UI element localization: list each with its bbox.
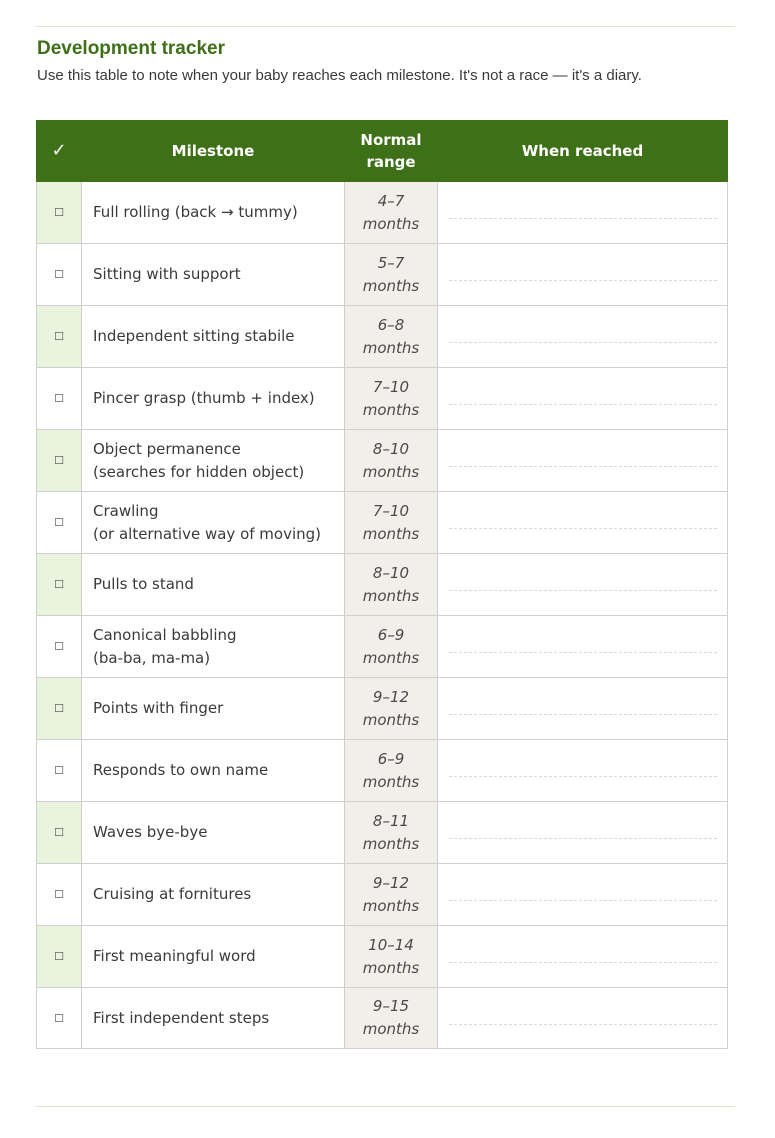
milestone-text: (or alternative way of moving): [93, 524, 322, 543]
when-reached-cell[interactable]: [438, 306, 728, 368]
write-in-line: [449, 280, 717, 281]
table-row: [37, 368, 728, 430]
milestone-text: Responds to own name: [93, 761, 269, 779]
milestone-cell: [82, 492, 345, 554]
milestone-cell: [82, 926, 345, 988]
milestone-checkbox[interactable]: ☐: [37, 182, 82, 244]
range-value: 6–8: [377, 315, 405, 334]
write-in-line: [449, 528, 717, 529]
milestone-table: [36, 120, 728, 1049]
write-in-line: [449, 404, 717, 405]
when-reached-cell[interactable]: [438, 368, 728, 430]
milestone-cell: [82, 244, 345, 306]
intro-text: Use this table to note when your baby reaches each milestone. It's not a race — it's a diary.: [37, 67, 642, 84]
when-reached-cell[interactable]: [438, 182, 728, 244]
write-in-line: [449, 714, 717, 715]
write-in-line: [449, 838, 717, 839]
when-reached-cell[interactable]: [438, 926, 728, 988]
normal-range-cell: [345, 802, 438, 864]
write-in-line: [449, 900, 717, 901]
when-reached-cell[interactable]: [438, 988, 728, 1049]
range-value: 6–9: [377, 625, 405, 644]
milestone-text: (searches for hidden object): [93, 462, 305, 481]
milestone-text: Canonical babbling: [93, 625, 237, 644]
write-in-line: [449, 652, 717, 653]
header-milestone: Milestone: [82, 121, 345, 182]
range-value: 8–10: [372, 439, 410, 458]
milestone-text: First meaningful word: [93, 947, 256, 965]
range-unit: months: [362, 958, 420, 977]
write-in-line: [449, 342, 717, 343]
milestone-cell: [82, 182, 345, 244]
range-value: 9–12: [372, 687, 410, 706]
table-row: [37, 182, 728, 244]
milestone-text: Pincer grasp (thumb + index): [93, 389, 315, 407]
normal-range-cell: [345, 244, 438, 306]
milestone-text: Full rolling (back → tummy): [93, 203, 298, 221]
normal-range-cell: [345, 430, 438, 492]
milestone-text: (ba-ba, ma-ma): [93, 648, 211, 667]
milestone-checkbox[interactable]: ☐: [37, 244, 82, 306]
milestone-checkbox[interactable]: ☐: [37, 988, 82, 1049]
range-unit: months: [362, 1020, 420, 1038]
range-value: 8–11: [372, 811, 410, 830]
milestone-cell: [82, 306, 345, 368]
write-in-line: [449, 1024, 717, 1025]
when-reached-cell[interactable]: [438, 492, 728, 554]
milestone-checkbox[interactable]: ☐: [37, 864, 82, 926]
page-title: Development tracker: [37, 38, 225, 59]
milestone-checkbox[interactable]: ☐: [37, 492, 82, 554]
milestone-text: Waves bye-bye: [93, 823, 208, 841]
table-row: [37, 864, 728, 926]
table-row: [37, 678, 728, 740]
milestone-checkbox[interactable]: ☐: [37, 802, 82, 864]
table-row: [37, 306, 728, 368]
milestone-checkbox[interactable]: ☐: [37, 306, 82, 368]
table-row: [37, 492, 728, 554]
range-unit: months: [362, 710, 420, 729]
top-divider: [35, 26, 735, 27]
milestone-text: Independent sitting stabile: [93, 327, 295, 345]
table-row: [37, 616, 728, 678]
range-unit: months: [362, 586, 420, 605]
milestone-cell: [82, 802, 345, 864]
range-unit: months: [362, 276, 420, 295]
normal-range-cell: [345, 306, 438, 368]
header-when-reached: When reached: [438, 121, 728, 182]
table-row: [37, 244, 728, 306]
write-in-line: [449, 776, 717, 777]
range-unit: months: [362, 338, 420, 357]
table-row: [37, 988, 728, 1049]
table-body: [37, 182, 728, 1049]
milestone-text: Cruising at fornitures: [93, 885, 252, 903]
milestone-text: Points with finger: [93, 699, 224, 717]
milestone-cell: [82, 678, 345, 740]
table-row: [37, 430, 728, 492]
milestone-cell: [82, 616, 345, 678]
range-unit: months: [362, 524, 420, 543]
when-reached-cell[interactable]: [438, 430, 728, 492]
range-value: 7–10: [372, 377, 410, 396]
when-reached-cell[interactable]: [438, 244, 728, 306]
normal-range-cell: [345, 988, 438, 1049]
milestone-text: Pulls to stand: [93, 575, 194, 593]
header-normal-range: Normal range: [345, 121, 438, 182]
range-value: 9–12: [372, 873, 410, 892]
range-value: 9–15: [372, 997, 410, 1015]
milestone-cell: [82, 864, 345, 926]
normal-range-cell: [345, 616, 438, 678]
normal-range-cell: [345, 182, 438, 244]
range-value: 6–9: [377, 749, 405, 768]
write-in-line: [449, 962, 717, 963]
table-row: [37, 802, 728, 864]
milestone-text: Sitting with support: [93, 265, 241, 283]
milestone-text: Object permanence: [93, 439, 241, 458]
milestone-cell: [82, 740, 345, 802]
when-reached-cell[interactable]: [438, 678, 728, 740]
normal-range-cell: [345, 740, 438, 802]
range-value: 4–7: [377, 191, 405, 210]
write-in-line: [449, 590, 717, 591]
range-value: 5–7: [377, 253, 405, 272]
table-row: [37, 740, 728, 802]
range-value: 7–10: [372, 501, 410, 520]
range-unit: months: [362, 462, 420, 481]
milestone-cell: [82, 430, 345, 492]
milestone-text: Crawling: [93, 501, 159, 520]
normal-range-cell: [345, 678, 438, 740]
range-unit: months: [362, 400, 420, 419]
milestone-cell: [82, 368, 345, 430]
range-value: 8–10: [372, 563, 410, 582]
milestone-checkbox[interactable]: ☐: [37, 616, 82, 678]
normal-range-cell: [345, 554, 438, 616]
when-reached-cell[interactable]: [438, 740, 728, 802]
range-value: 10–14: [368, 935, 414, 954]
milestone-checkbox[interactable]: ☐: [37, 430, 82, 492]
normal-range-cell: [345, 492, 438, 554]
normal-range-cell: [345, 864, 438, 926]
normal-range-cell: [345, 368, 438, 430]
milestone-checkbox[interactable]: ☐: [37, 554, 82, 616]
table-row: [37, 926, 728, 988]
range-unit: months: [362, 896, 420, 915]
bottom-divider: [35, 1106, 735, 1107]
write-in-line: [449, 218, 717, 219]
milestone-checkbox[interactable]: ☐: [37, 740, 82, 802]
write-in-line: [449, 466, 717, 467]
range-unit: months: [362, 214, 420, 233]
milestone-checkbox[interactable]: ☐: [37, 368, 82, 430]
milestone-text: First independent steps: [93, 1008, 270, 1027]
when-reached-cell[interactable]: [438, 802, 728, 864]
table-header-row: [37, 121, 728, 182]
milestone-cell: [82, 988, 345, 1049]
when-reached-cell[interactable]: [438, 554, 728, 616]
range-unit: months: [362, 772, 420, 791]
when-reached-cell[interactable]: [438, 616, 728, 678]
milestone-checkbox[interactable]: ☐: [37, 678, 82, 740]
milestone-checkbox[interactable]: ☐: [37, 926, 82, 988]
normal-range-cell: [345, 926, 438, 988]
range-unit: months: [362, 648, 420, 667]
table-row: [37, 554, 728, 616]
header-check: ✓: [37, 121, 82, 182]
milestone-cell: [82, 554, 345, 616]
range-unit: months: [362, 834, 420, 853]
when-reached-cell[interactable]: [438, 864, 728, 926]
